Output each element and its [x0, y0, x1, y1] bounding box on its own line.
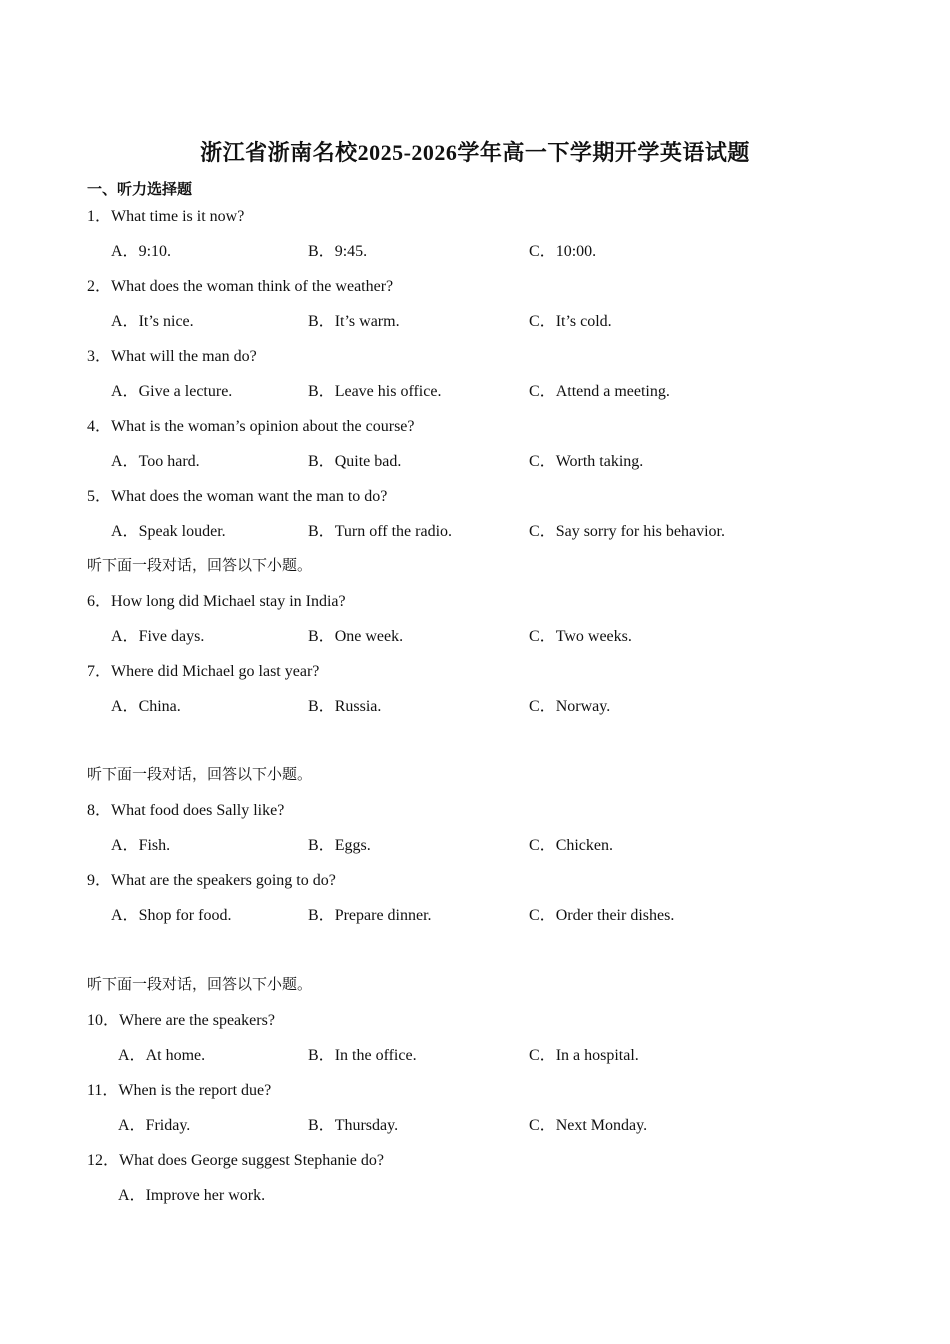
question-7 [87, 658, 319, 681]
option-4b: B．Quite bad. [308, 453, 402, 470]
question-text: What food does Sally like? [111, 802, 285, 819]
option-7c: C．Norway. [529, 698, 611, 715]
question-text: How long did Michael stay in India? [111, 593, 346, 610]
option-2b: B．It’s warm. [308, 313, 400, 330]
question-10 [87, 1007, 275, 1030]
question-8 [87, 797, 284, 820]
question-text: Where did Michael go last year? [111, 663, 320, 680]
question-number: 1． [87, 208, 112, 225]
question-4 [87, 413, 415, 436]
option-8a: A．Fish. [111, 837, 171, 854]
question-11 [87, 1077, 271, 1100]
option-3a: A．Give a lecture. [111, 383, 233, 400]
question-number: 5． [87, 488, 112, 505]
option-5a: A．Speak louder. [111, 523, 226, 540]
option-8c: C．Chicken. [529, 837, 614, 854]
option-3c: C．Attend a meeting. [529, 383, 670, 400]
option-1b: B．9:45. [308, 243, 368, 260]
question-2 [87, 273, 393, 296]
option-11b: B．Thursday. [308, 1117, 399, 1134]
question-9 [87, 867, 336, 890]
option-10b: B．In the office. [308, 1047, 417, 1064]
question-6 [87, 588, 346, 611]
option-1c: C．10:00. [529, 243, 597, 260]
option-11c: C．Next Monday. [529, 1117, 648, 1134]
option-10a: A．At home. [118, 1047, 206, 1064]
option-5c: C．Say sorry for his behavior. [529, 523, 725, 540]
option-12a: A．Improve her work. [118, 1187, 266, 1204]
question-1 [87, 203, 244, 226]
section-heading: 一、听力选择题 [87, 182, 193, 198]
question-number: 9． [87, 872, 112, 889]
option-6a: A．Five days. [111, 628, 205, 645]
question-text: What are the speakers going to do? [111, 872, 336, 889]
option-6c: C．Two weeks. [529, 628, 632, 645]
question-text: What does George suggest Stephanie do? [119, 1152, 384, 1169]
question-number: 10． [87, 1012, 120, 1029]
option-9a: A．Shop for food. [111, 907, 232, 924]
exam-title: 浙江省浙南名校2025-2026学年高一下学期开学英语试题 [200, 140, 750, 165]
option-6b: B．One week. [308, 628, 404, 645]
question-5 [87, 483, 387, 506]
question-number: 11． [87, 1082, 119, 1099]
question-3 [87, 343, 257, 366]
question-text: What does the woman think of the weather? [111, 278, 394, 295]
option-1a: A．9:10. [111, 243, 172, 260]
option-11a: A．Friday. [118, 1117, 191, 1134]
option-7b: B．Russia. [308, 698, 382, 715]
question-text: When is the report due? [118, 1082, 272, 1099]
question-number: 4． [87, 418, 112, 435]
option-2c: C．It’s cold. [529, 313, 612, 330]
option-2a: A．It’s nice. [111, 313, 194, 330]
question-number: 3． [87, 348, 112, 365]
question-text: What is the woman’s opinion about the course? [111, 418, 415, 435]
question-number: 6． [87, 593, 112, 610]
question-number: 8． [87, 802, 112, 819]
question-number: 12． [87, 1152, 120, 1169]
option-3b: B．Leave his office. [308, 383, 442, 400]
question-12 [87, 1147, 384, 1170]
option-7a: A．China. [111, 698, 181, 715]
option-9c: C．Order their dishes. [529, 907, 675, 924]
question-number: 2． [87, 278, 112, 295]
option-4c: C．Worth taking. [529, 453, 644, 470]
option-8b: B．Eggs. [308, 837, 371, 854]
option-9b: B．Prepare dinner. [308, 907, 432, 924]
listening-instruction: 听下面一段对话，回答以下小题。 [87, 767, 313, 783]
question-text: Where are the speakers? [119, 1012, 275, 1029]
listening-instruction: 听下面一段对话，回答以下小题。 [87, 558, 313, 574]
question-text: What will the man do? [111, 348, 257, 365]
question-text: What does the woman want the man to do? [111, 488, 388, 505]
option-4a: A．Too hard. [111, 453, 200, 470]
option-5b: B．Turn off the radio. [308, 523, 453, 540]
question-text: What time is it now? [111, 208, 245, 225]
listening-instruction: 听下面一段对话，回答以下小题。 [87, 977, 313, 993]
option-10c: C．In a hospital. [529, 1047, 639, 1064]
question-number: 7． [87, 663, 112, 680]
